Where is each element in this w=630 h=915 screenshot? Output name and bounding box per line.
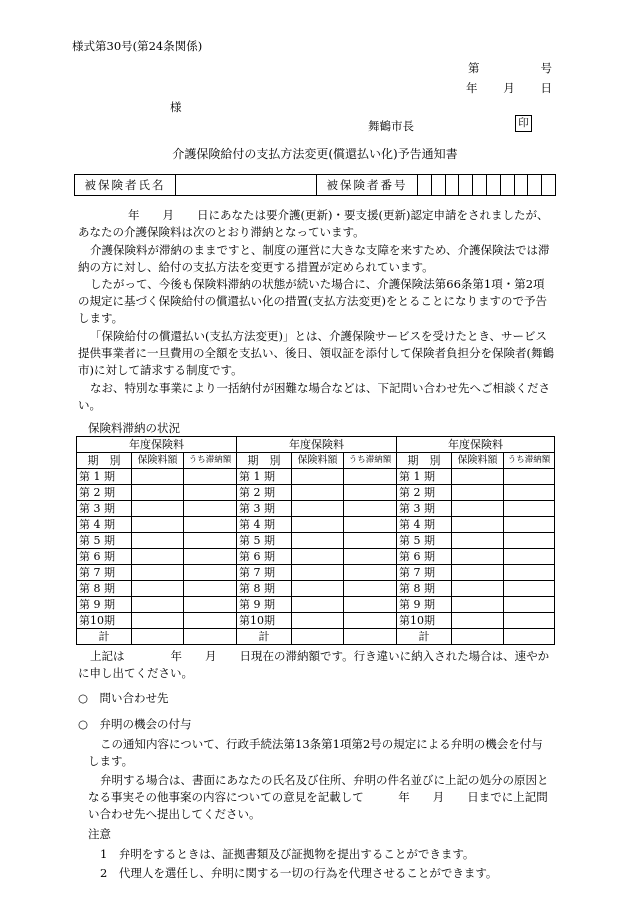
insured-number-label: 被保険者番号 bbox=[317, 175, 418, 196]
paragraph-hearing-right: この通知内容について、行政手続法第13条第1項第2号の規定による弁明の機会を付与します。 bbox=[88, 737, 543, 768]
period-label: 第 6 期 bbox=[77, 549, 132, 565]
date-year: 年 bbox=[466, 81, 478, 95]
arrears-amount-cell[interactable] bbox=[344, 469, 397, 485]
premium-amount-cell[interactable] bbox=[452, 581, 504, 597]
period-label: 第 7 期 bbox=[397, 565, 452, 581]
arrears-amount-cell[interactable] bbox=[344, 501, 397, 517]
paragraph-premium-arrears: 介護保険料が滞納のままですと、制度の運営に大きな支障を来すため、介護保険法では滞納の方に対し、給付の支払方法を変更する措置が定められています。 bbox=[78, 243, 550, 274]
premium-amount-cell[interactable] bbox=[292, 613, 344, 629]
arrears-amount-cell[interactable] bbox=[344, 581, 397, 597]
premium-amount-cell[interactable] bbox=[132, 629, 184, 645]
arrears-amount-cell[interactable] bbox=[344, 565, 397, 581]
premium-column-header: 保険料額 bbox=[132, 453, 184, 469]
period-label: 第 4 期 bbox=[77, 517, 132, 533]
premium-amount-cell[interactable] bbox=[132, 533, 184, 549]
premium-amount-cell[interactable] bbox=[292, 533, 344, 549]
issuer-name: 舞鶴市長 bbox=[368, 119, 414, 133]
document-title: 介護保険給付の支払方法変更(償還払い化)予告通知書 bbox=[172, 147, 458, 161]
insured-name-label: 被保険者氏名 bbox=[75, 175, 176, 196]
table-row bbox=[77, 629, 555, 645]
period-label: 第 8 期 bbox=[237, 581, 292, 597]
seal-box: 印 bbox=[515, 115, 532, 132]
arrears-amount-cell[interactable] bbox=[504, 629, 555, 645]
premium-amount-cell[interactable] bbox=[292, 629, 344, 645]
table-row bbox=[77, 549, 555, 565]
arrears-table bbox=[76, 436, 555, 645]
premium-amount-cell[interactable] bbox=[292, 469, 344, 485]
table-row bbox=[77, 581, 555, 597]
number-suffix: 号 bbox=[540, 61, 552, 75]
insured-number-digit-box[interactable] bbox=[473, 175, 487, 196]
arrears-amount-cell[interactable] bbox=[504, 533, 555, 549]
premium-amount-cell[interactable] bbox=[292, 565, 344, 581]
premium-amount-cell[interactable] bbox=[132, 485, 184, 501]
total-label: 計 bbox=[77, 629, 132, 645]
arrears-amount-cell[interactable] bbox=[504, 581, 555, 597]
period-label: 第 2 期 bbox=[77, 485, 132, 501]
premium-amount-cell[interactable] bbox=[292, 549, 344, 565]
arrears-amount-cell[interactable] bbox=[184, 565, 237, 581]
arrears-amount-cell[interactable] bbox=[344, 597, 397, 613]
premium-amount-cell[interactable] bbox=[292, 501, 344, 517]
table-row bbox=[77, 517, 555, 533]
premium-amount-cell[interactable] bbox=[292, 485, 344, 501]
arrears-amount-cell[interactable] bbox=[504, 501, 555, 517]
fiscal-year-header: 年度保険料 bbox=[397, 437, 555, 453]
arrears-amount-cell[interactable] bbox=[504, 597, 555, 613]
total-label: 計 bbox=[397, 629, 452, 645]
insured-number-digit-box[interactable] bbox=[514, 175, 528, 196]
period-label: 第 1 期 bbox=[237, 469, 292, 485]
arrears-amount-cell[interactable] bbox=[344, 533, 397, 549]
arrears-amount-cell[interactable] bbox=[184, 501, 237, 517]
period-label: 第 8 期 bbox=[397, 581, 452, 597]
arrears-column-header: うち滞納額 bbox=[344, 453, 397, 469]
premium-amount-cell[interactable] bbox=[452, 565, 504, 581]
premium-amount-cell[interactable] bbox=[452, 485, 504, 501]
period-label: 第 4 期 bbox=[397, 517, 452, 533]
period-label: 第 3 期 bbox=[77, 501, 132, 517]
period-label: 第10期 bbox=[397, 613, 452, 629]
arrears-caption: 保険料滞納の状況 bbox=[88, 421, 180, 435]
table-row bbox=[77, 565, 555, 581]
contact-heading: ○ 問い合わせ先 bbox=[78, 691, 169, 705]
arrears-amount-cell[interactable] bbox=[184, 469, 237, 485]
insured-number-digit-box[interactable] bbox=[459, 175, 473, 196]
period-label: 第 1 期 bbox=[77, 469, 132, 485]
premium-amount-cell[interactable] bbox=[292, 597, 344, 613]
premium-amount-cell[interactable] bbox=[132, 469, 184, 485]
document-number-line bbox=[468, 60, 552, 76]
premium-amount-cell[interactable] bbox=[452, 613, 504, 629]
note-evidence: 1 弁明をするときは、証拠書類及び証拠物を提出することができます。 bbox=[100, 847, 475, 861]
note-representative: 2 代理人を選任し、弁明に関する一切の行為を代理させることができます。 bbox=[100, 866, 498, 880]
premium-amount-cell[interactable] bbox=[132, 613, 184, 629]
period-label: 第 7 期 bbox=[237, 565, 292, 581]
insured-name-field[interactable] bbox=[176, 175, 317, 196]
paragraph-reimbursement-definition: 「保険給付の償還払い(支払方法変更)」とは、介護保険サービスを受けたとき、サービス提供事業者に一旦費用の全額を支払い、後日、領収証を添付して保険者負担分を保険者(舞鶴市)に対して請求する制度です。 bbox=[78, 329, 554, 377]
period-label: 第 6 期 bbox=[237, 549, 292, 565]
arrears-column-header: うち滞納額 bbox=[504, 453, 555, 469]
total-label: 計 bbox=[237, 629, 292, 645]
table-row bbox=[77, 533, 555, 549]
arrears-amount-cell[interactable] bbox=[184, 517, 237, 533]
arrears-amount-cell[interactable] bbox=[184, 533, 237, 549]
premium-amount-cell[interactable] bbox=[452, 517, 504, 533]
table-row bbox=[77, 501, 555, 517]
premium-amount-cell[interactable] bbox=[132, 501, 184, 517]
insured-number-digit-box[interactable] bbox=[445, 175, 459, 196]
insured-id-table bbox=[74, 174, 556, 196]
period-column-header: 期 別 bbox=[77, 453, 132, 469]
premium-amount-cell[interactable] bbox=[452, 469, 504, 485]
table-row bbox=[77, 613, 555, 629]
paragraph-consultation: なお、特別な事業により一括納付が困難な場合などは、下記問い合わせ先へご相談ください。 bbox=[78, 381, 550, 412]
arrears-amount-cell[interactable] bbox=[184, 597, 237, 613]
premium-amount-cell[interactable] bbox=[132, 597, 184, 613]
premium-amount-cell[interactable] bbox=[452, 501, 504, 517]
insured-number-digit-box[interactable] bbox=[528, 175, 542, 196]
fiscal-year-header: 年度保険料 bbox=[77, 437, 237, 453]
addressee-honorific: 様 bbox=[170, 100, 182, 114]
fiscal-year-header: 年度保険料 bbox=[237, 437, 397, 453]
paragraph-hearing-procedure: 弁明する場合は、書面にあなたの氏名及び住所、弁明の件名並びに上記の処分の原因となる事実その他事案の内容についての意見を記載して 年 月 日までに上記問い合わせ先へ提出してください。 bbox=[88, 773, 549, 821]
period-label: 第 2 期 bbox=[397, 485, 452, 501]
period-label: 第 5 期 bbox=[77, 533, 132, 549]
insured-number-digit-box[interactable] bbox=[542, 175, 556, 196]
period-label: 第10期 bbox=[77, 613, 132, 629]
period-label: 第10期 bbox=[237, 613, 292, 629]
period-label: 第 3 期 bbox=[397, 501, 452, 517]
premium-amount-cell[interactable] bbox=[132, 549, 184, 565]
period-label: 第 2 期 bbox=[237, 485, 292, 501]
premium-column-header: 保険料額 bbox=[452, 453, 504, 469]
paragraph-notice: したがって、今後も保険料滞納の状態が続いた場合に、介護保険法第66条第1項・第2項の規定に基づく保険給付の償還払い化の措置(支払方法変更)をとることになりますので予告します。 bbox=[78, 277, 547, 325]
period-label: 第 9 期 bbox=[397, 597, 452, 613]
arrears-amount-cell[interactable] bbox=[504, 549, 555, 565]
arrears-amount-cell[interactable] bbox=[184, 581, 237, 597]
arrears-amount-cell[interactable] bbox=[504, 517, 555, 533]
period-label: 第 8 期 bbox=[77, 581, 132, 597]
premium-amount-cell[interactable] bbox=[292, 581, 344, 597]
date-month: 月 bbox=[503, 81, 515, 95]
period-label: 第 1 期 bbox=[397, 469, 452, 485]
arrears-amount-cell[interactable] bbox=[344, 549, 397, 565]
arrears-amount-cell[interactable] bbox=[184, 485, 237, 501]
issue-date-line bbox=[466, 80, 552, 96]
premium-amount-cell[interactable] bbox=[452, 533, 504, 549]
arrears-amount-cell[interactable] bbox=[344, 613, 397, 629]
table-row bbox=[77, 597, 555, 613]
arrears-column-header: うち滞納額 bbox=[184, 453, 237, 469]
period-label: 第 3 期 bbox=[237, 501, 292, 517]
period-label: 第 9 期 bbox=[237, 597, 292, 613]
arrears-amount-cell[interactable] bbox=[184, 613, 237, 629]
period-column-header: 期 別 bbox=[397, 453, 452, 469]
premium-amount-cell[interactable] bbox=[132, 581, 184, 597]
paragraph-as-of-date: 上記は 年 月 日現在の滞納額です。行き違いに納入された場合は、速やかに申し出てください。 bbox=[78, 649, 550, 680]
arrears-amount-cell[interactable] bbox=[344, 629, 397, 645]
arrears-amount-cell[interactable] bbox=[504, 565, 555, 581]
period-label: 第 4 期 bbox=[237, 517, 292, 533]
arrears-amount-cell[interactable] bbox=[344, 485, 397, 501]
period-label: 第 5 期 bbox=[237, 533, 292, 549]
insured-number-digit-box[interactable] bbox=[500, 175, 514, 196]
premium-amount-cell[interactable] bbox=[452, 549, 504, 565]
premium-amount-cell[interactable] bbox=[452, 629, 504, 645]
insured-number-digit-box[interactable] bbox=[431, 175, 445, 196]
premium-amount-cell[interactable] bbox=[452, 597, 504, 613]
insured-number-digit-box[interactable] bbox=[418, 175, 432, 196]
date-day: 日 bbox=[540, 81, 552, 95]
period-label: 第 5 期 bbox=[397, 533, 452, 549]
period-label: 第 7 期 bbox=[77, 565, 132, 581]
number-prefix: 第 bbox=[468, 61, 480, 75]
arrears-amount-cell[interactable] bbox=[504, 485, 555, 501]
arrears-amount-cell[interactable] bbox=[344, 517, 397, 533]
table-row bbox=[77, 485, 555, 501]
premium-amount-cell[interactable] bbox=[292, 517, 344, 533]
notes-heading: 注意 bbox=[88, 827, 111, 841]
premium-amount-cell[interactable] bbox=[132, 565, 184, 581]
arrears-amount-cell[interactable] bbox=[184, 549, 237, 565]
premium-column-header: 保険料額 bbox=[292, 453, 344, 469]
form-number: 様式第30号(第24条関係) bbox=[72, 39, 203, 53]
paragraph-application: 年 月 日にあなたは要介護(更新)・要支援(更新)認定申請をされましたが、あなたの介護保険料は次のとおり滞納となっています。 bbox=[78, 208, 549, 239]
hearing-heading: ○ 弁明の機会の付与 bbox=[78, 717, 192, 731]
table-row bbox=[77, 469, 555, 485]
period-column-header: 期 別 bbox=[237, 453, 292, 469]
period-label: 第 6 期 bbox=[397, 549, 452, 565]
insured-number-digit-box[interactable] bbox=[486, 175, 500, 196]
period-label: 第 9 期 bbox=[77, 597, 132, 613]
arrears-amount-cell[interactable] bbox=[184, 629, 237, 645]
arrears-amount-cell[interactable] bbox=[504, 613, 555, 629]
arrears-amount-cell[interactable] bbox=[504, 469, 555, 485]
premium-amount-cell[interactable] bbox=[132, 517, 184, 533]
